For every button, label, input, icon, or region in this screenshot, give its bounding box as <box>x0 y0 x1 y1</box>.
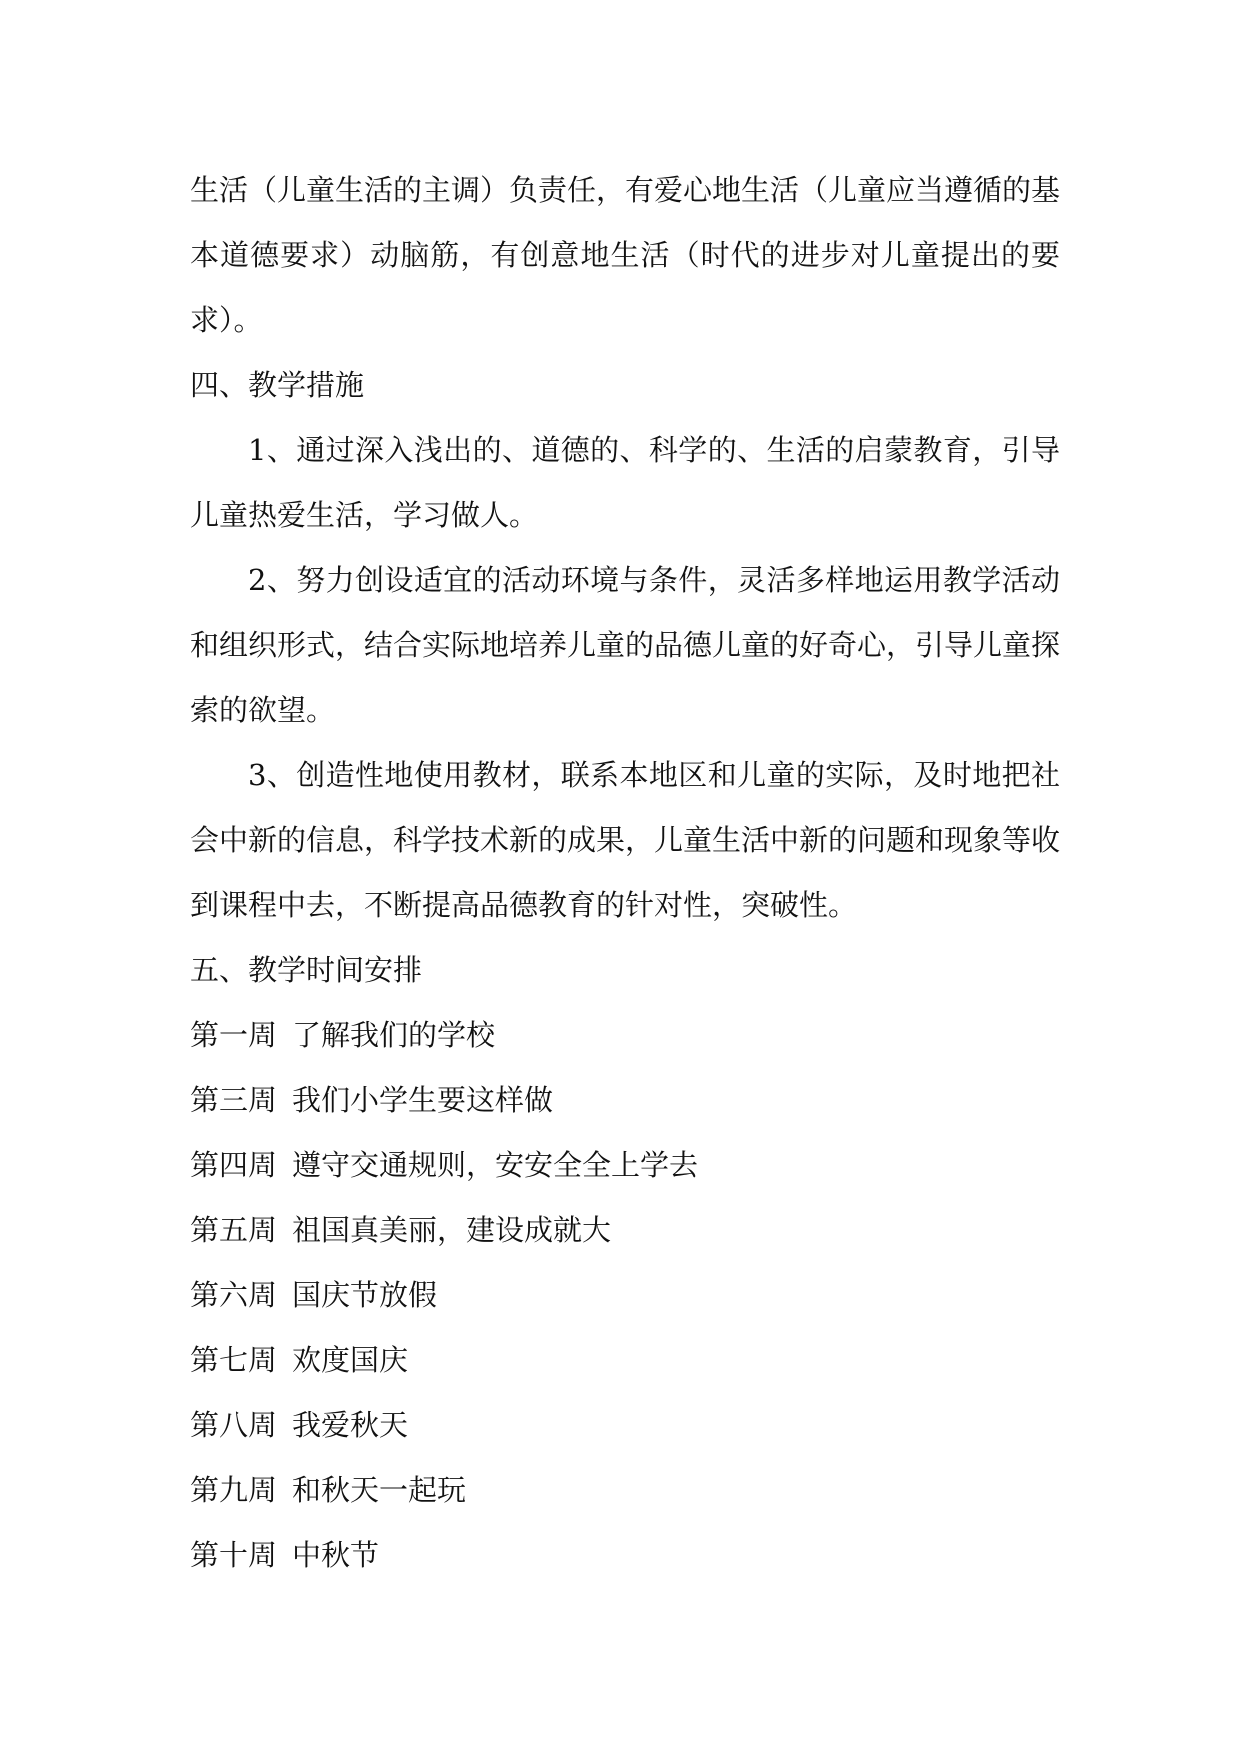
schedule-row <box>190 1328 1060 1393</box>
measure-2-line-1: 2、努力创设适宜的活动环境与条件，灵活多样地运用教学活动 <box>248 563 1060 597</box>
schedule-week: 第十周 <box>190 1538 278 1572</box>
document-page <box>190 158 1060 1588</box>
schedule-week: 第三周 <box>190 1083 278 1117</box>
schedule-week: 第八周 <box>190 1408 278 1442</box>
intro-line-1: 生活（儿童生活的主调）负责任，有爱心地生活（儿童应当遵循的基 <box>190 173 1061 207</box>
schedule-row <box>190 1263 1060 1328</box>
schedule-topic: 欢度国庆 <box>292 1343 409 1377</box>
schedule-topic: 和秋天一起玩 <box>292 1473 467 1507</box>
measure-item-3 <box>190 743 1060 938</box>
schedule-topic: 祖国真美丽，建设成就大 <box>292 1213 612 1247</box>
schedule-topic: 我们小学生要这样做 <box>292 1083 554 1117</box>
schedule-topic: 我爱秋天 <box>292 1408 409 1442</box>
schedule-week: 第七周 <box>190 1343 278 1377</box>
section-5-heading: 五、教学时间安排 <box>190 953 423 987</box>
measure-3-line-1: 3、创造性地使用教材，联系本地区和儿童的实际，及时地把社 <box>248 758 1060 792</box>
schedule-week: 第九周 <box>190 1473 278 1507</box>
schedule-topic: 中秋节 <box>292 1538 380 1572</box>
intro-paragraph <box>190 158 1060 353</box>
measure-3-line-2: 会中新的信息，科学技术新的成果，儿童生活中新的问题和现象等收 <box>190 823 1061 857</box>
schedule-row <box>190 1003 1060 1068</box>
measure-2-line-2: 和组织形式，结合实际地培养儿童的品德儿童的好奇心，引导儿童探 <box>190 628 1061 662</box>
schedule-row <box>190 1198 1060 1263</box>
measure-1-line-1: 1、通过深入浅出的、道德的、科学的、生活的启蒙教育，引导 <box>248 433 1060 467</box>
schedule-week: 第一周 <box>190 1018 278 1052</box>
section-4-heading: 四、教学措施 <box>190 368 365 402</box>
schedule-topic: 遵守交通规则，安安全全上学去 <box>292 1148 699 1182</box>
schedule-row <box>190 1523 1060 1588</box>
schedule-week: 第六周 <box>190 1278 278 1312</box>
schedule-row <box>190 1393 1060 1458</box>
measure-item-2 <box>190 548 1060 743</box>
measure-1-line-2: 儿童热爱生活，学习做人。 <box>190 498 539 532</box>
schedule-topic: 了解我们的学校 <box>292 1018 496 1052</box>
measure-item-1 <box>190 418 1060 548</box>
schedule-row <box>190 1458 1060 1523</box>
measure-2-line-3: 索的欲望。 <box>190 693 336 727</box>
schedule-topic: 国庆节放假 <box>292 1278 438 1312</box>
schedule-row <box>190 1068 1060 1133</box>
measure-3-line-3: 到课程中去，不断提高品德教育的针对性，突破性。 <box>190 888 858 922</box>
intro-line-2: 本道德要求）动脑筋，有创意地生活（时代的进步对儿童提出的要 <box>190 238 1060 272</box>
schedule-list <box>190 1003 1060 1588</box>
schedule-week: 第四周 <box>190 1148 278 1182</box>
schedule-row <box>190 1133 1060 1198</box>
schedule-week: 第五周 <box>190 1213 278 1247</box>
intro-line-3: 求）。 <box>190 303 263 337</box>
